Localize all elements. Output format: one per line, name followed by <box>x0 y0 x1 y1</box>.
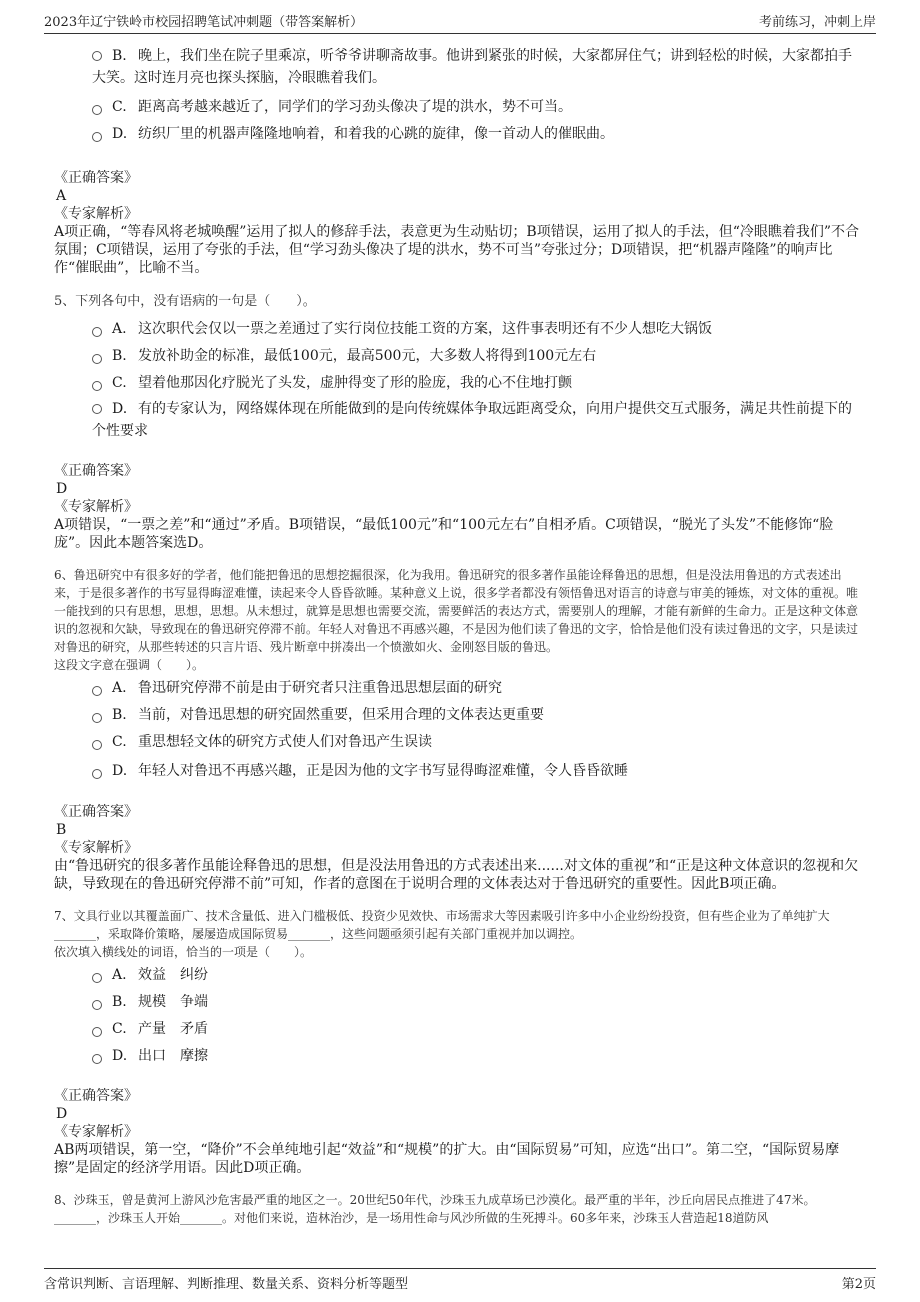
option-text: 效益 纠纷 <box>138 966 208 983</box>
radio-button[interactable] <box>92 740 102 750</box>
expert-analysis-label: 《专家解析》 <box>54 206 138 222</box>
question-5 <box>54 293 864 552</box>
option-b[interactable]: B. 晚上，我们坐在院子里乘凉，听爷爷讲聊斋故事。他讲到紧张的时候，大家都屏住气；讲到轻松的时候，大家都拍手大笑。这时连月亮也探头探脑，冷眼瞧着我们。 <box>92 48 852 86</box>
option-text: 当前，对鲁迅思想的研究固然重要，但采用合理的文体表达更重要 <box>138 706 544 723</box>
option-b[interactable]: B. 当前，对鲁迅思想的研究固然重要，但采用合理的文体表达更重要 <box>54 701 864 728</box>
option-text: 鲁迅研究停滞不前是由于研究者只注重鲁迅思想层面的研究 <box>138 679 502 696</box>
question-7 <box>54 907 864 1177</box>
page-footer <box>44 1268 876 1292</box>
option-a[interactable]: A. 鲁迅研究停滞不前是由于研究者只注重鲁迅思想层面的研究 <box>54 674 864 701</box>
radio-button[interactable] <box>92 713 102 723</box>
correct-answer: A <box>56 188 67 204</box>
expert-analysis-label: 《专家解析》 <box>54 840 138 856</box>
option-text: 出口 摩擦 <box>138 1047 208 1064</box>
option-d[interactable]: D. 纺织厂里的机器声隆隆地响着，和着我的心跳的旋律，像一首动人的催眠曲。 <box>54 120 864 147</box>
option-text: 重思想轻文体的研究方式使人们对鲁迅产生误读 <box>138 733 432 750</box>
option-text: 规模 争端 <box>138 993 208 1010</box>
radio-button[interactable] <box>92 1000 102 1010</box>
question-text: 7、文具行业以其覆盖面广、技术含量低、进入门槛极低、投资少见效快、市场需求大等因素吸引许多中小企业纷纷投资，但有些企业为了单纯扩大_______，采取降价策略，屡屡造成国际贸易_______，这些问题亟须引起有关部门重视并加以调控。 <box>54 909 830 941</box>
radio-button[interactable] <box>92 132 102 142</box>
correct-answer: B <box>56 822 67 838</box>
option-d[interactable]: D. 有的专家认为，网络媒体现在所能做到的是向传统媒体争取远距离受众，向用户提供交互式服务，满足共性前提下的个性要求 <box>92 401 852 439</box>
question-text: 5、下列各句中，没有语病的一句是（ ）。 <box>54 294 316 309</box>
radio-button[interactable] <box>92 769 102 779</box>
page-header <box>44 8 876 34</box>
option-text: 纺织厂里的机器声隆隆地响着，和着我的心跳的旋律，像一首动人的催眠曲。 <box>138 125 614 142</box>
option-c[interactable]: C. 重思想轻文体的研究方式使人们对鲁迅产生误读 <box>54 728 864 755</box>
option-text: 有的专家认为，网络媒体现在所能做到的是向传统媒体争取远距离受众，向用户提供交互式服务，满足共性前提下的个性要求 <box>92 401 852 439</box>
question-4 <box>54 45 864 277</box>
option-b[interactable]: B. 规模 争端 <box>54 988 864 1015</box>
correct-answer: D <box>56 481 68 497</box>
correct-answer-label: 《正确答案》 <box>54 170 138 186</box>
page-number: 第2页 <box>841 1277 876 1292</box>
option-a[interactable]: A. 这次职代会仅以一票之差通过了实行岗位技能工资的方案，这件事表明还有不少人想吃大锅饭 <box>54 315 864 342</box>
option-c[interactable]: C. 产量 矛盾 <box>54 1015 864 1042</box>
radio-button[interactable] <box>92 354 102 364</box>
radio-button[interactable] <box>92 1027 102 1037</box>
question-prompt: 依次填入横线处的词语，恰当的一项是（ ）。 <box>54 945 313 959</box>
radio-button[interactable] <box>92 105 102 115</box>
radio-button[interactable] <box>92 686 102 696</box>
correct-answer: D <box>56 1106 68 1122</box>
question-text: 6、鲁迅研究中有很多好的学者，他们能把鲁迅的思想挖掘很深，化为我用。鲁迅研究的很多著作虽能诠释鲁迅的思想，但是没法用鲁迅的方式表述出来，于是很多著作的书写显得晦涩难懂，读起来令人昏昏欲睡。某种意义上说，很多学者都没有领悟鲁迅对语言的诗意与审美的锤炼，对文体的重视。唯一能找到的只有思想，思想，思想。从未想过，就算是思想也需要交流，需要鲜活的表达方式，需要别人的理解，才能有新鲜的生命力。正是这种文体意识的忽视和欠缺，导致现在的鲁迅研究停滞不前。年轻人对鲁迅不再感兴趣，不是因为他们读了鲁迅的文字，恰恰是他们没有读过鲁迅的文字，只是读过对鲁迅的研究，从那些转述的只言片语、残片断章中拼凑出一个愤激如火、金刚怒目版的鲁迅。 <box>54 568 859 654</box>
radio-button[interactable] <box>92 973 102 983</box>
question-6 <box>54 566 864 893</box>
expert-analysis-label: 《专家解析》 <box>54 499 138 515</box>
radio-button[interactable] <box>92 327 102 337</box>
option-text: 晚上，我们坐在院子里乘凉，听爷爷讲聊斋故事。他讲到紧张的时候，大家都屏住气；讲到轻松的时候，大家都拍手大笑。这时连月亮也探头探脑，冷眼瞧着我们。 <box>92 48 852 86</box>
header-slogan: 考前练习，冲刺上岸 <box>758 15 876 30</box>
question-prompt: 这段文字意在强调（ ）。 <box>54 658 205 672</box>
page-content <box>54 40 864 1227</box>
radio-button[interactable] <box>92 404 102 414</box>
option-c[interactable]: C. 望着他那因化疗脱光了头发，虚肿得变了形的脸庞，我的心不住地打颤 <box>54 369 864 396</box>
option-c[interactable]: C. 距离高考越来越近了，同学们的学习劲头像决了堤的洪水，势不可当。 <box>54 93 864 120</box>
question-8 <box>54 1191 864 1227</box>
radio-button[interactable] <box>92 1054 102 1064</box>
option-text: 这次职代会仅以一票之差通过了实行岗位技能工资的方案，这件事表明还有不少人想吃大锅饭 <box>138 320 712 337</box>
option-text: 产量 矛盾 <box>138 1020 208 1037</box>
expert-analysis: 由“鲁迅研究的很多著作虽能诠释鲁迅的思想，但是没法用鲁迅的方式表述出来......对文体的重视”和“正是这种文体意识的忽视和欠缺，导致现在的鲁迅研究停滞不前”可知，作者的意图在于说明合理的文体表达对于鲁迅研究的重要性。因此B项正确。 <box>54 858 859 892</box>
expert-analysis: A项正确，“等春风将老城唤醒”运用了拟人的修辞手法，表意更为生动贴切；B项错误，运用了拟人的手法，但“冷眼瞧着我们”不合氛围；C项错误，运用了夸张的手法，但“学习劲头像决了堤的洪水，势不可当”夸张过分；D项错误，把“机器声隆隆”的响声比作“催眠曲”，比喻不当。 <box>54 224 860 276</box>
option-text: 年轻人对鲁迅不再感兴趣，正是因为他的文字书写显得晦涩难懂，令人昏昏欲睡 <box>138 763 628 779</box>
option-text: 望着他那因化疗脱光了头发，虚肿得变了形的脸庞，我的心不住地打颤 <box>138 374 572 391</box>
option-d[interactable]: D. 出口 摩擦 <box>54 1042 864 1069</box>
option-text: 发放补助金的标准，最低100元，最高500元，大多数人将得到100元左右 <box>138 347 597 364</box>
option-b[interactable]: B. 发放补助金的标准，最低100元，最高500元，大多数人将得到100元左右 <box>54 342 864 369</box>
correct-answer-label: 《正确答案》 <box>54 804 138 820</box>
expert-analysis: A项错误，“一票之差”和“通过”矛盾。B项错误，“最低100元”和“100元左右”自相矛盾。C项错误，“脱光了头发”不能修饰“脸庞”。因此本题答案选D。 <box>54 517 834 551</box>
footer-note: 含常识判断、言语理解、判断推理、数量关系、资料分析等题型 <box>44 1277 409 1292</box>
option-text: 距离高考越来越近了，同学们的学习劲头像决了堤的洪水，势不可当。 <box>138 98 572 115</box>
radio-button[interactable] <box>92 51 102 61</box>
question-text: 8、沙珠玉，曾是黄河上游风沙危害最严重的地区之一。20世纪50年代，沙珠玉九成草场已沙漠化。最严重的半年，沙丘向居民点推进了47米。_______，沙珠玉人开始_______。对他们来说，造林治沙，是一场用性命与风沙所做的生死搏斗。60多年来，沙珠玉人营造起18道防风 <box>54 1193 816 1225</box>
correct-answer-label: 《正确答案》 <box>54 463 138 479</box>
correct-answer-label: 《正确答案》 <box>54 1088 138 1104</box>
header-title: 2023年辽宁铁岭市校园招聘笔试冲刺题（带答案解析） <box>44 15 364 30</box>
option-a[interactable]: A. 效益 纠纷 <box>54 961 864 988</box>
expert-analysis-label: 《专家解析》 <box>54 1124 138 1140</box>
radio-button[interactable] <box>92 381 102 391</box>
expert-analysis: AB两项错误，第一空，“降价”不会单纯地引起“效益”和“规模”的扩大。由“国际贸易”可知，应选“出口”。第二空，“国际贸易摩擦”是固定的经济学用语。因此D项正确。 <box>54 1142 840 1176</box>
option-d[interactable]: D. 年轻人对鲁迅不再感兴趣，正是因为他的文字书写显得晦涩难懂，令人昏昏欲睡 <box>54 755 864 787</box>
